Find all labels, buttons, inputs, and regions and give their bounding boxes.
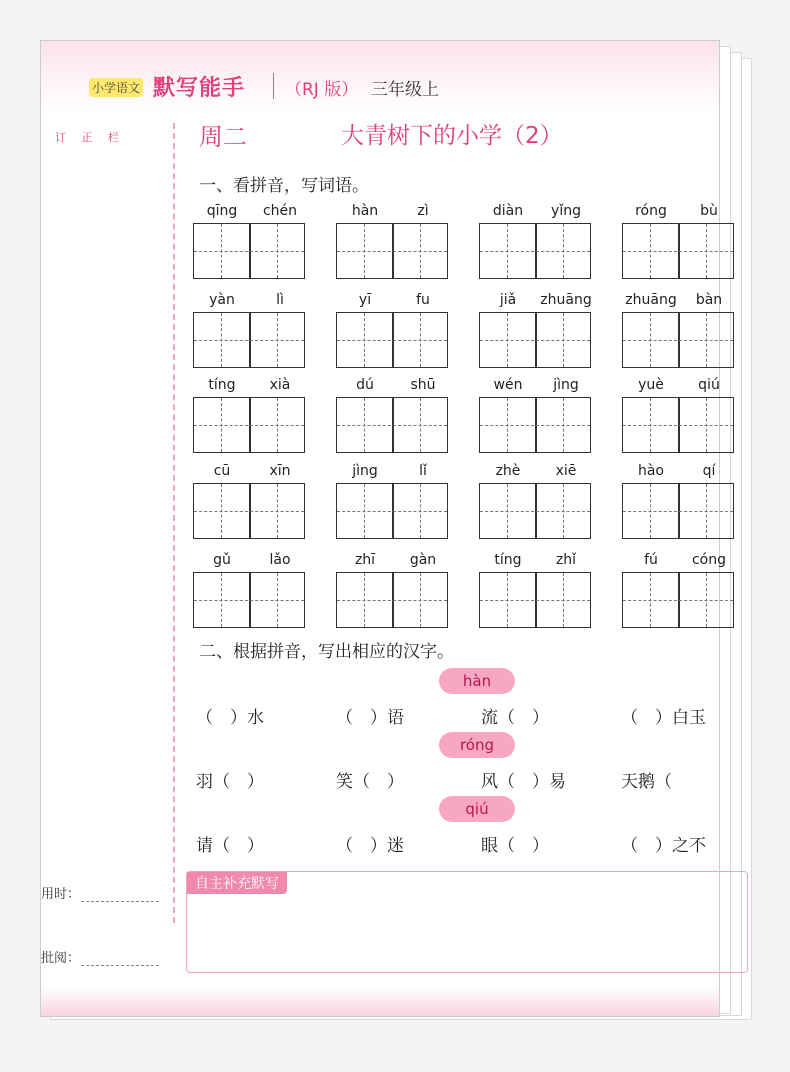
grid-guide bbox=[480, 340, 590, 341]
pinyin-syllable: diàn bbox=[492, 203, 524, 219]
pinyin-syllable: róng bbox=[635, 203, 667, 219]
pinyin-syllable: xià bbox=[269, 377, 291, 393]
pinyin-syllable: lì bbox=[276, 292, 284, 308]
grid-guide bbox=[194, 425, 304, 426]
pinyin-bubble-qiu: qiú bbox=[439, 796, 515, 822]
day-label: 周二 bbox=[199, 123, 247, 151]
pinyin-pair bbox=[336, 552, 452, 570]
pinyin-syllable: lǎo bbox=[269, 552, 291, 568]
pinyin-syllable: yàn bbox=[209, 292, 235, 308]
pinyin-syllable: fú bbox=[644, 552, 658, 568]
answer-item[interactable]: 羽（ ） bbox=[196, 772, 264, 792]
section-1-title: 一、看拼音，写词语。 bbox=[199, 176, 369, 196]
writing-grid[interactable] bbox=[193, 312, 305, 368]
pinyin-pair bbox=[479, 463, 595, 481]
pinyin-syllable: lǐ bbox=[419, 463, 427, 479]
grid-guide bbox=[337, 251, 447, 252]
pinyin-syllable: wén bbox=[493, 377, 523, 393]
pinyin-pair bbox=[193, 552, 309, 570]
answer-item[interactable]: 请（ ） bbox=[196, 836, 264, 856]
worksheet-page bbox=[40, 40, 727, 1017]
grid-guide bbox=[337, 600, 447, 601]
grid-guide bbox=[194, 600, 304, 601]
pinyin-syllable: tíng bbox=[208, 377, 236, 393]
lesson-title: 大青树下的小学（2） bbox=[341, 123, 563, 149]
pinyin-pair bbox=[479, 377, 595, 395]
pinyin-pair bbox=[193, 377, 309, 395]
pinyin-bubble-rong: róng bbox=[439, 732, 515, 758]
pinyin-pair bbox=[622, 552, 738, 570]
writing-grid[interactable] bbox=[479, 483, 591, 539]
writing-grid[interactable] bbox=[622, 312, 734, 368]
edition-label: （RJ 版） bbox=[285, 80, 359, 100]
pinyin-pair bbox=[193, 463, 309, 481]
grid-guide bbox=[337, 511, 447, 512]
answer-item[interactable]: （ ）白玉 bbox=[621, 708, 706, 728]
pinyin-syllable: shū bbox=[410, 377, 436, 393]
writing-grid[interactable] bbox=[622, 483, 734, 539]
answer-item[interactable]: 流（ ） bbox=[481, 708, 549, 728]
grid-guide bbox=[480, 511, 590, 512]
pinyin-pair bbox=[336, 463, 452, 481]
grid-guide bbox=[623, 425, 733, 426]
pinyin-pair bbox=[336, 292, 452, 310]
grid-guide bbox=[194, 511, 304, 512]
grid-guide bbox=[623, 511, 733, 512]
brand-logo: 默写能手 bbox=[153, 76, 246, 101]
pinyin-pair bbox=[193, 203, 309, 221]
pinyin-bubble-han: hàn bbox=[439, 668, 515, 694]
pinyin-syllable: qiú bbox=[698, 377, 720, 393]
pinyin-syllable: zhī bbox=[354, 552, 376, 568]
self-dictation-title: 自主补充默写 bbox=[187, 872, 287, 894]
pinyin-syllable: tíng bbox=[494, 552, 522, 568]
pinyin-syllable: zhè bbox=[495, 463, 521, 479]
pinyin-syllable: bàn bbox=[695, 292, 723, 308]
writing-grid[interactable] bbox=[336, 397, 448, 453]
pinyin-syllable: xiē bbox=[555, 463, 577, 479]
pinyin-pair bbox=[622, 463, 738, 481]
writing-grid[interactable] bbox=[336, 483, 448, 539]
pinyin-syllable: gǔ bbox=[213, 552, 231, 568]
grid-guide bbox=[480, 251, 590, 252]
writing-grid[interactable] bbox=[336, 223, 448, 279]
answer-item[interactable]: （ ）水 bbox=[196, 708, 264, 728]
writing-grid[interactable] bbox=[622, 223, 734, 279]
time-line[interactable] bbox=[81, 901, 159, 902]
pinyin-syllable: bù bbox=[700, 203, 718, 219]
pinyin-syllable: zì bbox=[417, 203, 429, 219]
margin-dashed-line bbox=[173, 123, 175, 923]
answer-item[interactable]: 眼（ ） bbox=[481, 836, 549, 856]
pinyin-syllable: yǐng bbox=[551, 203, 581, 219]
writing-grid[interactable] bbox=[193, 397, 305, 453]
answer-item[interactable]: （ ）语 bbox=[336, 708, 404, 728]
review-line[interactable] bbox=[81, 965, 159, 966]
pinyin-pair bbox=[193, 292, 309, 310]
writing-grid[interactable] bbox=[622, 572, 734, 628]
pinyin-syllable: yuè bbox=[638, 377, 664, 393]
pinyin-pair bbox=[336, 203, 452, 221]
grid-guide bbox=[337, 340, 447, 341]
time-label: 用时： bbox=[41, 887, 81, 902]
pinyin-pair bbox=[622, 292, 738, 310]
pinyin-syllable: zhuāng bbox=[540, 292, 592, 308]
writing-grid[interactable] bbox=[336, 312, 448, 368]
writing-grid[interactable] bbox=[193, 483, 305, 539]
section-2-title: 二、根据拼音，写出相应的汉字。 bbox=[199, 642, 454, 662]
grid-guide bbox=[194, 340, 304, 341]
pinyin-syllable: yī bbox=[358, 292, 372, 308]
pinyin-syllable: cóng bbox=[691, 552, 727, 568]
pinyin-syllable: qí bbox=[702, 463, 716, 479]
answer-item[interactable]: 天鹅（ bbox=[621, 772, 672, 792]
pinyin-syllable: jìng bbox=[352, 463, 378, 479]
self-dictation-box[interactable] bbox=[186, 871, 748, 973]
header-divider bbox=[273, 73, 274, 99]
pinyin-syllable: hàn bbox=[351, 203, 379, 219]
pinyin-pair bbox=[622, 377, 738, 395]
grid-guide bbox=[623, 251, 733, 252]
pinyin-pair bbox=[622, 203, 738, 221]
pinyin-syllable: qīng bbox=[206, 203, 238, 219]
answer-item[interactable]: （ ）之不 bbox=[621, 836, 706, 856]
pinyin-syllable: gàn bbox=[409, 552, 437, 568]
writing-grid[interactable] bbox=[479, 397, 591, 453]
writing-grid[interactable] bbox=[479, 223, 591, 279]
pinyin-syllable: cū bbox=[213, 463, 231, 479]
writing-grid[interactable] bbox=[479, 312, 591, 368]
correction-column-label: 订 正 栏 bbox=[55, 131, 125, 144]
grid-guide bbox=[623, 600, 733, 601]
pinyin-syllable: jìng bbox=[553, 377, 579, 393]
pinyin-syllable: fu bbox=[416, 292, 430, 308]
pinyin-pair bbox=[479, 203, 595, 221]
writing-grid[interactable] bbox=[193, 572, 305, 628]
writing-grid[interactable] bbox=[622, 397, 734, 453]
grid-guide bbox=[623, 340, 733, 341]
pinyin-syllable: dú bbox=[356, 377, 374, 393]
writing-grid[interactable] bbox=[193, 223, 305, 279]
grade-label: 三年级上 bbox=[371, 80, 439, 100]
grid-guide bbox=[194, 251, 304, 252]
grid-guide bbox=[480, 600, 590, 601]
footer-band bbox=[41, 986, 719, 1016]
grid-guide bbox=[480, 425, 590, 426]
answer-item[interactable]: 笑（ ） bbox=[336, 772, 404, 792]
pinyin-syllable: jiǎ bbox=[499, 292, 517, 308]
pinyin-pair bbox=[479, 552, 595, 570]
writing-grid[interactable] bbox=[336, 572, 448, 628]
pinyin-syllable: chén bbox=[262, 203, 298, 219]
brand-small: 小学语文 bbox=[89, 78, 143, 97]
grid-guide bbox=[337, 425, 447, 426]
writing-grid[interactable] bbox=[479, 572, 591, 628]
pinyin-syllable: zhǐ bbox=[555, 552, 577, 568]
review-label: 批阅： bbox=[41, 951, 81, 966]
pinyin-syllable: hào bbox=[637, 463, 665, 479]
pinyin-pair bbox=[336, 377, 452, 395]
answer-item[interactable]: 风（ ）易 bbox=[481, 772, 566, 792]
answer-item[interactable]: （ ）迷 bbox=[336, 836, 404, 856]
pinyin-syllable: zhuāng bbox=[625, 292, 677, 308]
pinyin-pair bbox=[479, 292, 595, 310]
pinyin-syllable: xīn bbox=[269, 463, 291, 479]
